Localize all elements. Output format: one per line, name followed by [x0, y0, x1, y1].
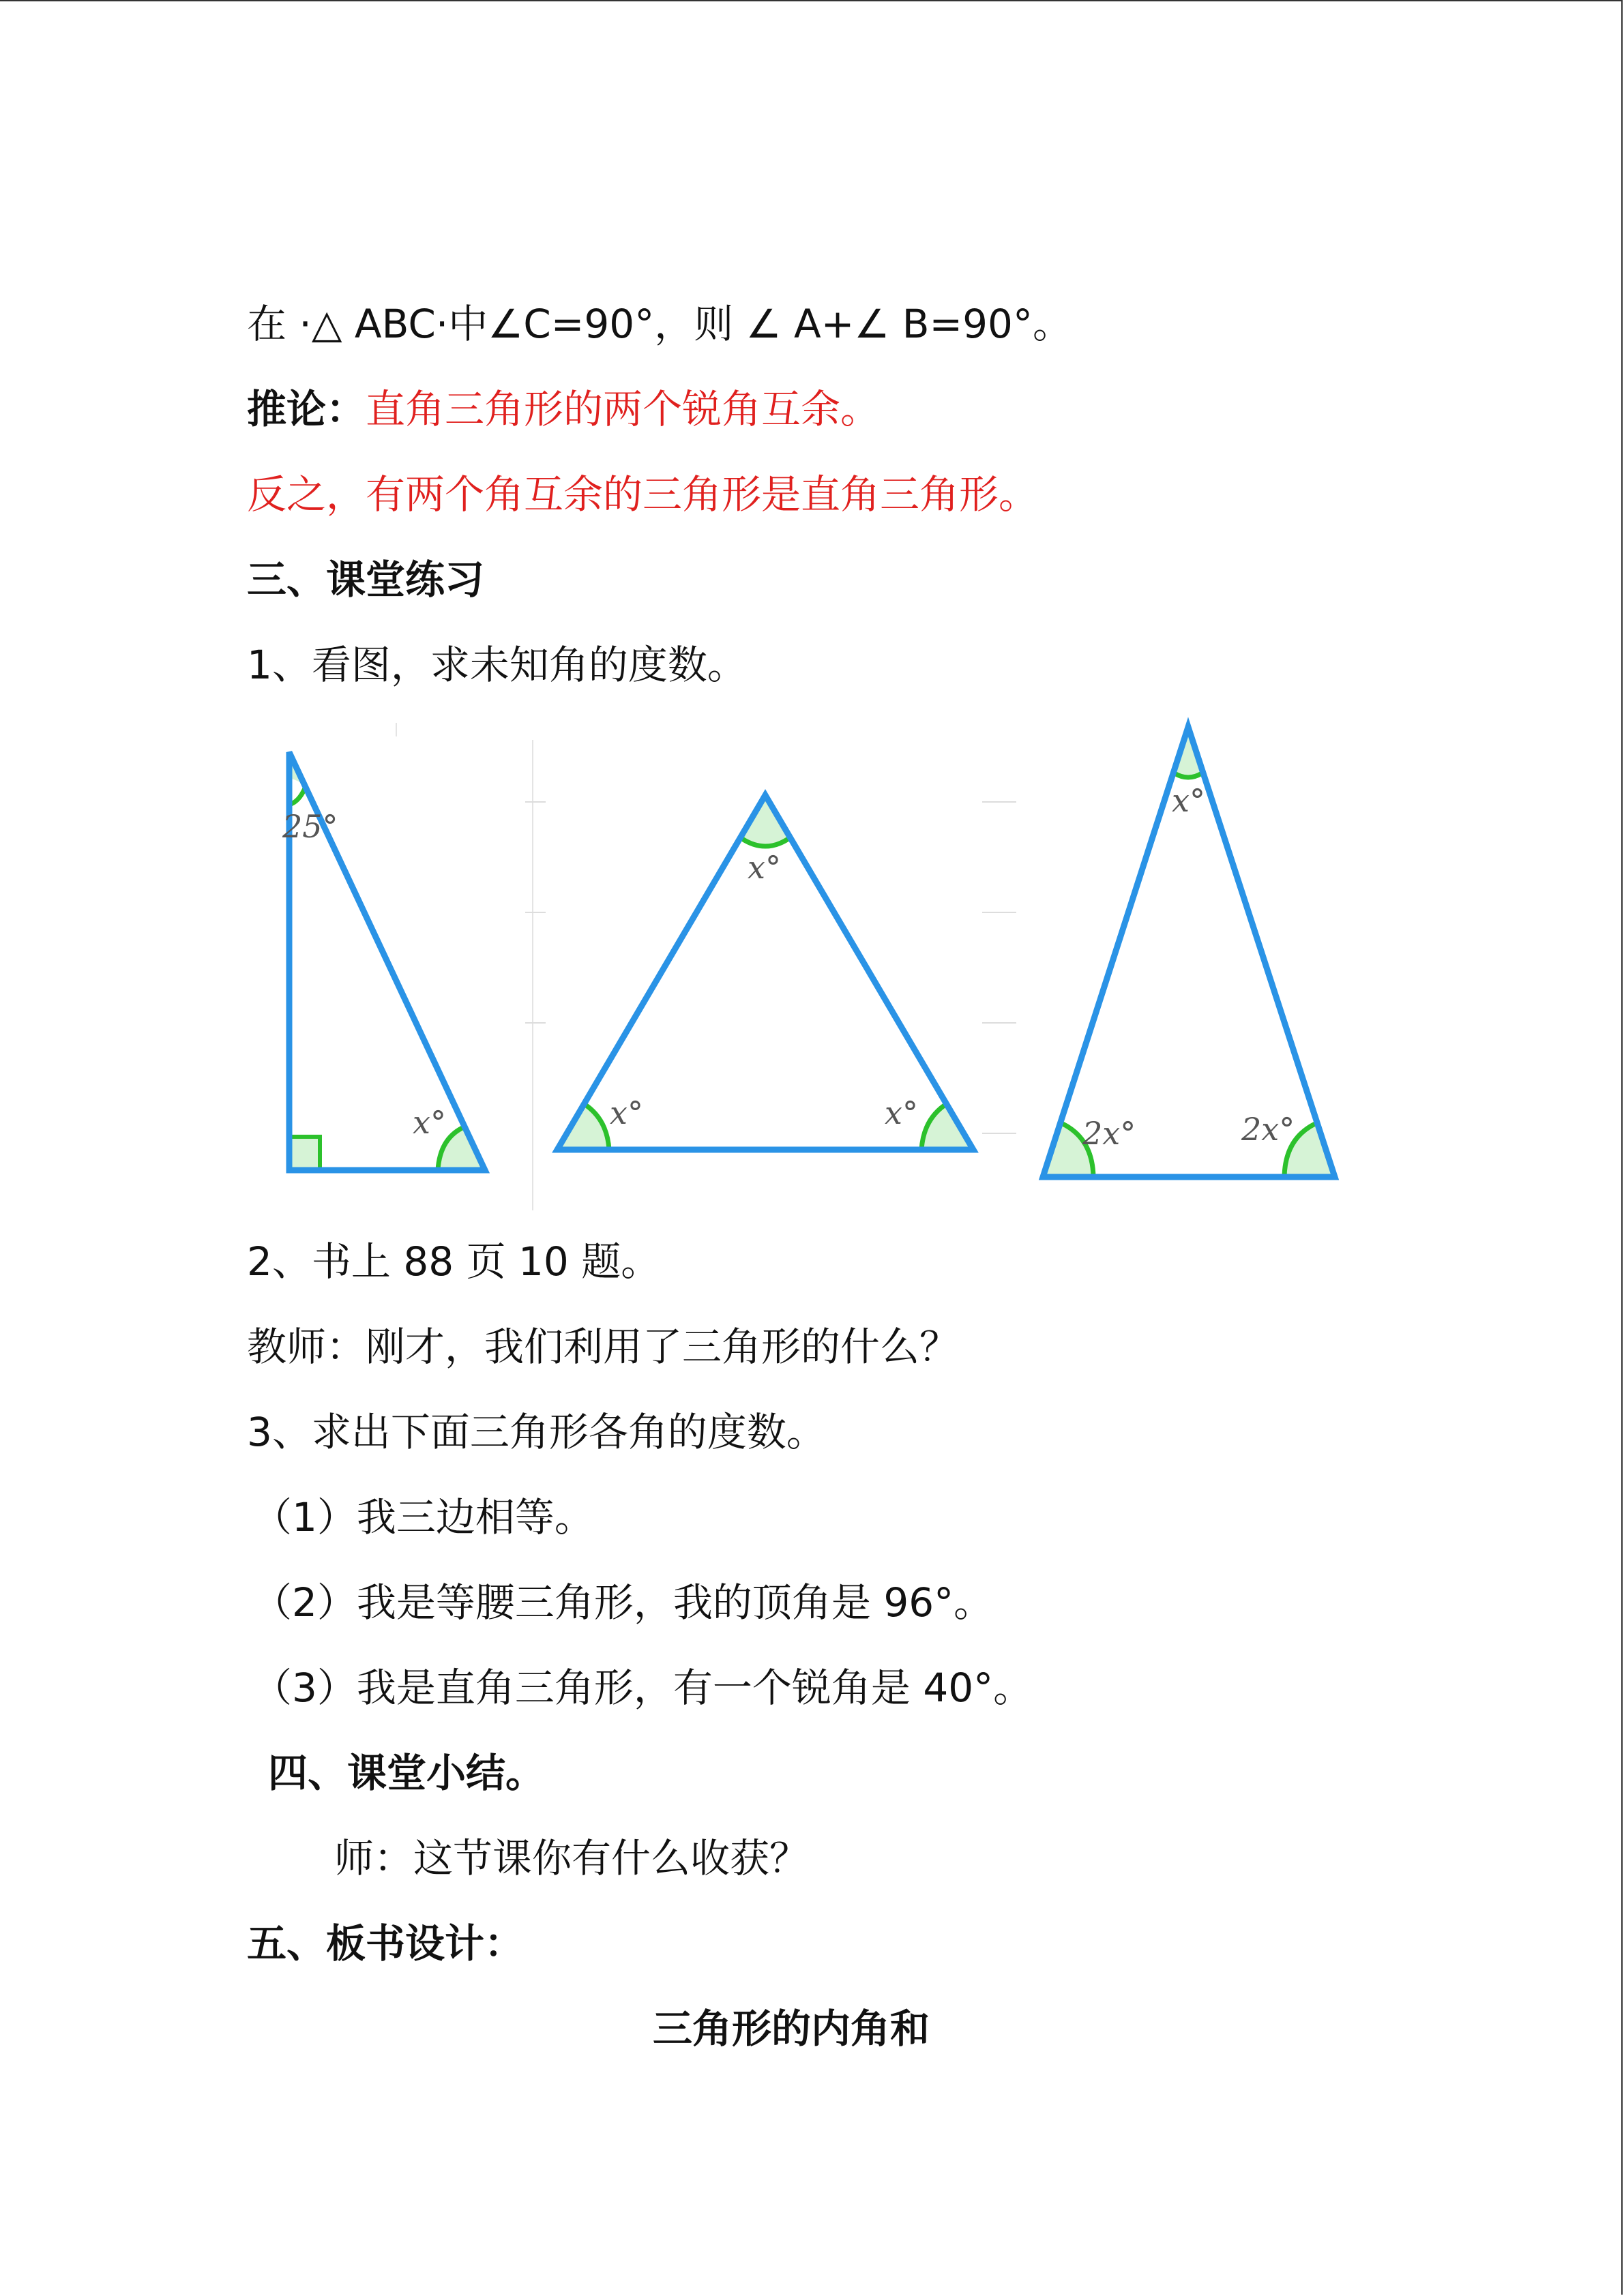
fig2-right-angle-label: x°	[885, 1094, 918, 1131]
question-3: 3、求出下面三角形各角的度数。	[247, 1409, 826, 1455]
fig1-bottom-angle-label: x°	[413, 1104, 446, 1141]
question-1: 1、看图，求未知角的度数。	[247, 642, 747, 688]
fig3-right-angle-label: 2x°	[1241, 1111, 1295, 1148]
question-3-item: （1）我三边相等。	[252, 1494, 594, 1540]
question-2: 2、书上 88 页 10 题。	[247, 1238, 661, 1285]
section4-title: 四、课堂小结。	[268, 1750, 546, 1796]
figure-separator	[532, 740, 533, 1210]
question-3-item: （3）我是直角三角形，有一个锐角是 40°。	[252, 1665, 1033, 1711]
section5-title: 五、板书设计：	[247, 1920, 525, 1967]
section4-prompt: 师：这节课你有什么收获？	[334, 1835, 810, 1881]
corollary-line	[247, 385, 880, 433]
section3-title: 三、课堂练习	[247, 556, 485, 603]
corollary-label: 推论：	[247, 386, 366, 432]
figure-right-triangle	[273, 736, 505, 1180]
fig2-top-angle-label: x°	[748, 849, 781, 886]
fig2-left-angle-label: x°	[610, 1094, 643, 1131]
figure-separator	[396, 723, 397, 736]
converse-text: 反之，有两个角互余的三角形是直角三角形。	[247, 471, 1039, 518]
teacher-question: 教师：刚才，我们利用了三角形的什么？	[247, 1324, 960, 1370]
theorem-text: 在 ·△ ABC·中∠C=90°，则 ∠ A+∠ B=90°。	[247, 301, 1072, 347]
fig1-top-angle-label: 25°	[282, 808, 338, 845]
corollary-text: 直角三角形的两个锐角互余。	[366, 386, 881, 432]
board-title: 三角形的内角和	[652, 2006, 930, 2052]
fig3-top-angle-label: x°	[1172, 782, 1205, 819]
fig3-left-angle-label: 2x°	[1082, 1115, 1136, 1152]
question-3-item: （2）我是等腰三角形，我的顶角是 96°。	[252, 1579, 994, 1626]
figure-equilateral-triangle	[546, 777, 996, 1173]
figure-isosceles-triangle	[1030, 716, 1344, 1193]
